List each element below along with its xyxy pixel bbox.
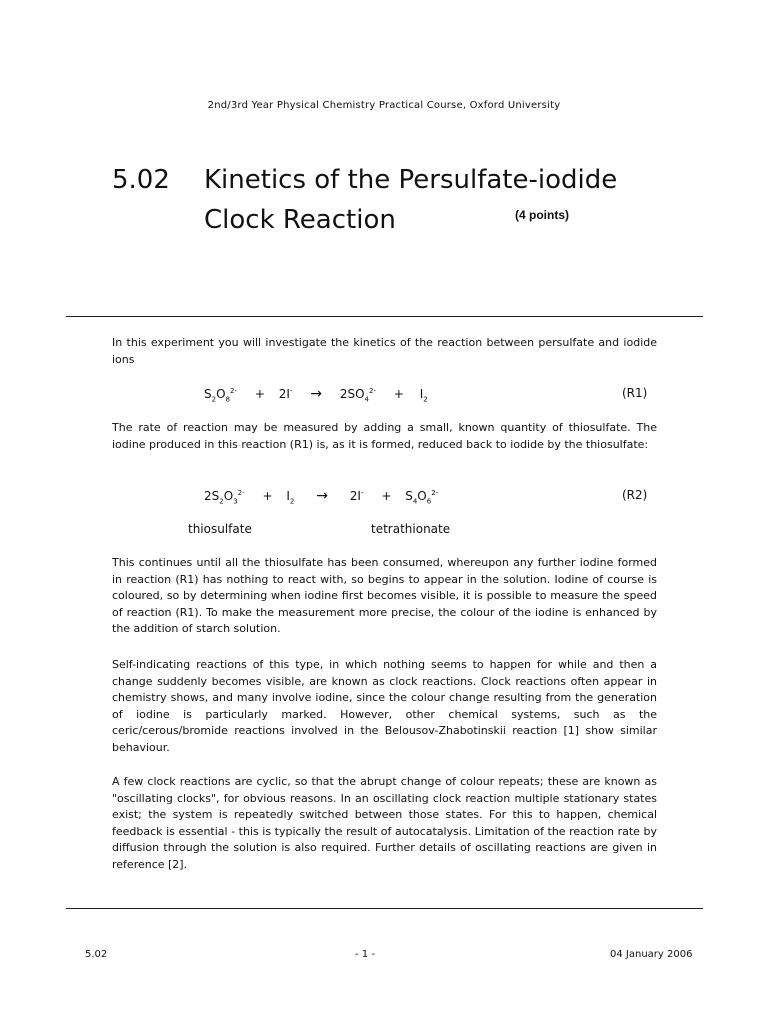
footer-page-number: - 1 -: [355, 949, 375, 960]
eq1-plus2: +: [393, 387, 404, 401]
tetrathionate-label: tetrathionate: [371, 522, 451, 536]
chapter-number: 5.02: [112, 165, 170, 195]
rate-paragraph: The rate of reaction may be measured by adding a small, known quantity of thiosulfate. The iodine produced in this reaction (R1) is, as it is formed, reduced back to iodide by the thiosulfate:: [112, 421, 657, 451]
points-label: (4 points): [515, 208, 569, 222]
footer-section-number: 5.02: [85, 949, 108, 960]
thiosulfate-label: thiosulfate: [188, 522, 252, 536]
eq1-reactant2: 2I-: [278, 387, 293, 401]
eq1-arrow: →: [310, 386, 322, 402]
eq2-plus2: +: [381, 489, 392, 503]
chapter-title-line1: Kinetics of the Persulfate-iodide: [204, 165, 618, 195]
eq2-product1: 2I-: [349, 489, 364, 503]
intro-paragraph: In this experiment you will investigate the kinetics of the reaction between persulfate and iodide ions: [112, 336, 657, 366]
eq1-plus1: +: [254, 387, 265, 401]
equation-r1: [204, 386, 428, 403]
eq1-product1: $2SO_4^{2-}$: [339, 387, 376, 404]
cyclic-paragraph: A few clock reactions are cyclic, so that the abrupt change of colour repeats; these are known as "oscillating clocks", for obvious reasons. In an oscillating clock reaction multiple stationary states exist; the system is repeatedly switched between those states. For this to happen, chemical feedback is essential - this is typically the result of autocatalysis. Limitation of the reaction rate by diffusion through the solution is also required. Further details of oscillating reactions are given in reference [2].: [112, 775, 657, 871]
running-header: 2nd/3rd Year Physical Chemistry Practical Course, Oxford University: [207, 100, 561, 111]
equation-r2-label: (R2): [622, 488, 648, 502]
self-indicating-paragraph: Self-indicating reactions of this type, in which nothing seems to happen for while and then a change suddenly becomes visible, are known as clock reactions. Clock reactions often appear in chemistry shows, and many involve iodine, since the colour change resulting from the generation of iodine is particularly marked. However, other chemical systems, such as the ceric/cerous/bromide reactions involved in the Belousov-Zhabotinskii reaction [1] show similar behaviour.: [112, 658, 657, 754]
top-divider: [66, 316, 703, 317]
chapter-title-line2: Clock Reaction: [204, 205, 396, 235]
eq1-reactant1: $S_2O_8^{2-}$: [204, 387, 237, 404]
eq2-plus1: +: [262, 489, 273, 503]
eq2-reactant1: $2S_2O_3^{2-}$: [204, 489, 245, 506]
equation-r1-label: (R1): [622, 386, 648, 400]
eq2-arrow: →: [316, 488, 328, 504]
bottom-divider: [66, 908, 703, 909]
eq1-product2: $I_2$: [419, 387, 428, 404]
eq2-reactant2: $I_2$: [286, 489, 295, 506]
eq2-product2: $S_4O_6^{2-}$: [405, 489, 439, 506]
footer-date: 04 January 2006: [610, 949, 693, 960]
equation-r2: [204, 488, 438, 505]
continues-paragraph: This continues until all the thiosulfate has been consumed, whereupon any further iodine formed in reaction (R1) has nothing to react with, so begins to appear in the solution. Iodine of course is coloured, so by determining when iodine first becomes visible, it is possible to measure the speed of reaction (R1). To make the measurement more precise, the colour of the iodine is enhanced by the addition of starch solution.: [112, 556, 657, 635]
